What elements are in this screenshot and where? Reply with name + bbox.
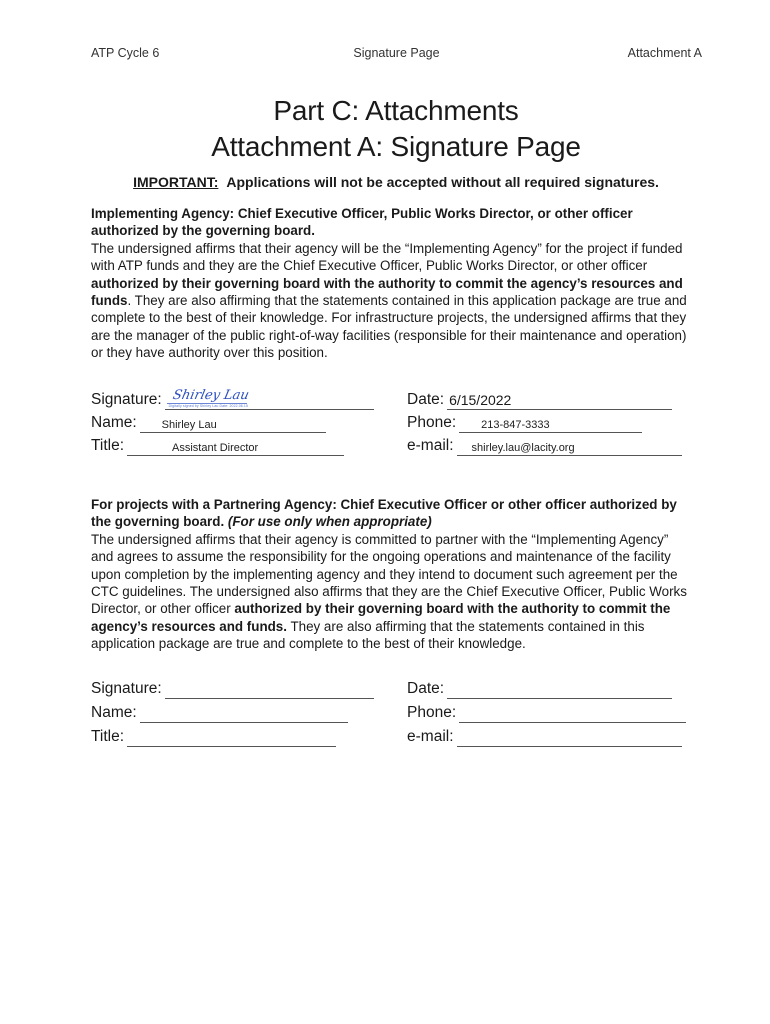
partnering-email-field[interactable] [407,727,682,747]
phone-label: Phone: [407,704,457,721]
header-attachment: Attachment A [627,46,702,60]
implementing-agency-section [91,205,691,362]
date-label: Date: [407,680,445,697]
partnering-body-bold: authorized by their governing board with the authority to commit the agency’s resources and funds. [91,601,671,634]
partnering-body-text-2: They are also affirming that the statements contained in this application package are true and complete to the best of their knowledge. [91,618,645,652]
title-value: Assistant Director [172,442,259,454]
partnering-title-line[interactable] [127,730,336,747]
title-label: Title: [91,437,125,454]
implementing-phone-field[interactable] [407,413,642,433]
page-header [91,46,702,64]
implementing-email-field[interactable] [407,436,682,456]
partnering-body-text-1: The undersigned affirms that their agency is committed to partner with the “Implementing Agency” and agrees to assume the responsibility for the ongoing operations and maintenance of the facility upon completion by the implementing agency and they intend to document such agreement per the CTC guidelines. The undersigned also affirms that they are the Chief Executive Officer, Public Works Director, or other officer [91,531,687,617]
important-label: IMPORTANT: [133,174,219,190]
implementing-name-line[interactable] [140,416,326,433]
header-page-name: Signature Page [353,46,440,60]
implementing-body-text-1: The undersigned affirms that their agency will be the “Implementing Agency” for the project if funded with ATP funds and they are the Chief Executive Officer, Public Works Director, or other officer [91,240,683,274]
partnering-email-line[interactable] [457,730,682,747]
implementing-agency-heading: Implementing Agency: Chief Executive Officer, Public Works Director, or other officer authorized by the governing board. [91,206,633,239]
important-text: Applications will not be accepted without all required signatures. [226,174,659,190]
implementing-title-field[interactable] [91,436,344,456]
partnering-date-field[interactable] [407,679,672,699]
partnering-heading-note: (For use only when appropriate) [227,514,432,530]
page-subtitle: Attachment A: Signature Page [211,131,581,162]
important-notice [0,174,770,190]
implementing-body-text-2: . They are also affirming that the statements contained in this application package are true and complete to the best of their knowledge. For infrastructure projects, the undersigned affirms that they are the manager of the public right-of-way facilities (responsible for their maintenance and operation) or they have authority over this position. [91,293,687,361]
implementing-title-line[interactable] [127,439,344,456]
header-cycle: ATP Cycle 6 [91,46,160,60]
implementing-date-field[interactable] [407,390,672,410]
signature-label: Signature: [91,680,162,697]
partnering-signature-line[interactable] [165,682,374,699]
partnering-agency-body [91,531,691,653]
implementing-signature-line[interactable] [165,388,374,410]
implementing-body-bold: authorized by their governing board with the authority to commit the agency’s resources and funds [91,275,683,309]
partnering-name-field[interactable] [91,703,348,723]
name-value: Shirley Lau [161,419,217,431]
signature-underline [167,403,247,404]
name-label: Name: [91,414,137,431]
partnering-agency-section [91,496,691,653]
partnering-signature-field[interactable] [91,679,374,699]
signature-label: Signature: [91,391,162,408]
partnering-name-line[interactable] [140,706,348,723]
email-label: e-mail: [407,437,454,454]
signature-digital-note: Digitally signed by Shirley Lau Date: 2022.06.15 [168,404,248,408]
email-label: e-mail: [407,728,454,745]
partnering-agency-heading [91,496,691,531]
name-label: Name: [91,704,137,721]
partnering-date-line[interactable] [447,682,672,699]
title-label: Title: [91,728,125,745]
date-label: Date: [407,391,445,408]
page-title: Part C: Attachments [273,95,519,126]
signature-script: Shirley Lau [171,388,251,403]
phone-value: 213-847-3333 [481,419,550,431]
implementing-email-line[interactable] [457,439,682,456]
partnering-title-field[interactable] [91,727,336,747]
partnering-phone-line[interactable] [459,706,686,723]
phone-label: Phone: [407,414,457,431]
implementing-agency-body [91,240,691,362]
email-value: shirley.lau@lacity.org [471,442,575,454]
partnering-heading-text: For projects with a Partnering Agency: Chief Executive Officer or other officer authorized by the governing board. [91,497,677,530]
implementing-date-line[interactable] [447,393,672,410]
signature-image [167,388,249,408]
implementing-signature-field[interactable] [91,390,374,410]
implementing-phone-line[interactable] [459,416,642,433]
date-value: 6/15/2022 [449,392,512,408]
partnering-phone-field[interactable] [407,703,686,723]
implementing-name-field[interactable] [91,413,326,433]
